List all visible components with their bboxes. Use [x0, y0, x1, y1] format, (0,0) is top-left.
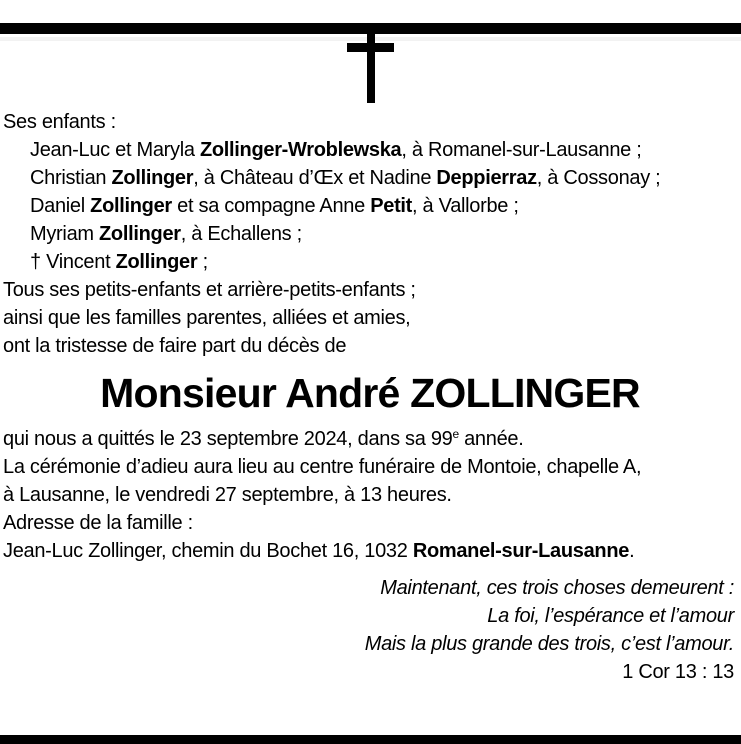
text: , à Cossonay ; [536, 167, 661, 189]
quote-line [3, 630, 734, 658]
text: ainsi que les familles parentes, alliées et amies, [3, 307, 411, 329]
child-line [30, 220, 737, 248]
cross-horizontal-bar [347, 43, 394, 52]
text: Myriam [30, 223, 100, 245]
family-line [3, 276, 737, 304]
text: Maintenant, ces trois choses demeurent : [380, 577, 734, 599]
text: et sa compagne Anne [171, 195, 371, 217]
child-line [30, 164, 737, 192]
detail-line [3, 481, 737, 509]
text: † Vincent [30, 251, 116, 273]
intro-text: Ses enfants : [3, 111, 116, 133]
quote-line [3, 574, 734, 602]
text: Mais la plus grande des trois, c’est l’amour. [364, 633, 734, 655]
intro-line [3, 108, 737, 136]
text: Adresse de la famille : [3, 512, 193, 534]
detail-line [3, 509, 737, 537]
text: à Lausanne, le vendredi 27 septembre, à 13 heures. [3, 484, 452, 506]
text: Daniel [30, 195, 91, 217]
detail-lines [3, 425, 737, 565]
bold-text: Zollinger [90, 195, 172, 217]
bold-text: Zollinger [111, 167, 194, 189]
family-lines [3, 276, 737, 360]
text: , à Château d’Œx et Nadine [193, 167, 437, 189]
text: ont la tristesse de faire part du décès de [3, 335, 347, 357]
text: année. [458, 428, 524, 450]
child-line [30, 136, 737, 164]
bold-text: Zollinger [115, 251, 198, 273]
cross-vertical-bar [367, 23, 375, 103]
child-line [30, 192, 737, 220]
bold-text: Petit [370, 195, 413, 217]
text: , à Echallens ; [180, 223, 302, 245]
family-line [3, 332, 737, 360]
text: Jean-Luc Zollinger, chemin du Bochet 16, 1032 [3, 540, 413, 562]
text: , à Romanel-sur-Lausanne ; [401, 139, 642, 161]
obituary-notice [0, 108, 741, 686]
text: La foi, l’espérance et l’amour [487, 605, 734, 627]
bottom-border-bar [0, 735, 741, 744]
bible-reference: 1 Cor 13 : 13 [622, 661, 734, 683]
latin-cross-icon [347, 23, 394, 103]
children-list [3, 136, 737, 276]
text: , à Vallorbe ; [412, 195, 519, 217]
detail-line [3, 453, 737, 481]
bold-text: Zollinger-Wroblewska [199, 139, 402, 161]
text: qui nous a quittés le 23 septembre 2024, dans sa 99 [3, 428, 453, 450]
text: Tous ses petits-enfants et arrière-petits-enfants ; [3, 279, 416, 301]
child-line [30, 248, 737, 276]
text: Jean-Luc et Maryla [30, 139, 200, 161]
text: ; [197, 251, 208, 273]
text: Christian [30, 167, 112, 189]
text: . [629, 540, 635, 562]
quote-line [3, 602, 734, 630]
superscript-text: e [452, 427, 459, 441]
deceased-name: Monsieur André ZOLLINGER [100, 370, 640, 416]
detail-line [3, 425, 737, 453]
bold-text: Deppierraz [436, 167, 537, 189]
bible-quote [3, 574, 737, 658]
text: La cérémonie d’adieu aura lieu au centre funéraire de Montoie, chapelle A, [3, 456, 642, 478]
detail-line [3, 537, 737, 565]
family-line [3, 304, 737, 332]
bold-text: Zollinger [99, 223, 181, 245]
bold-text: Romanel-sur-Lausanne [412, 540, 630, 562]
